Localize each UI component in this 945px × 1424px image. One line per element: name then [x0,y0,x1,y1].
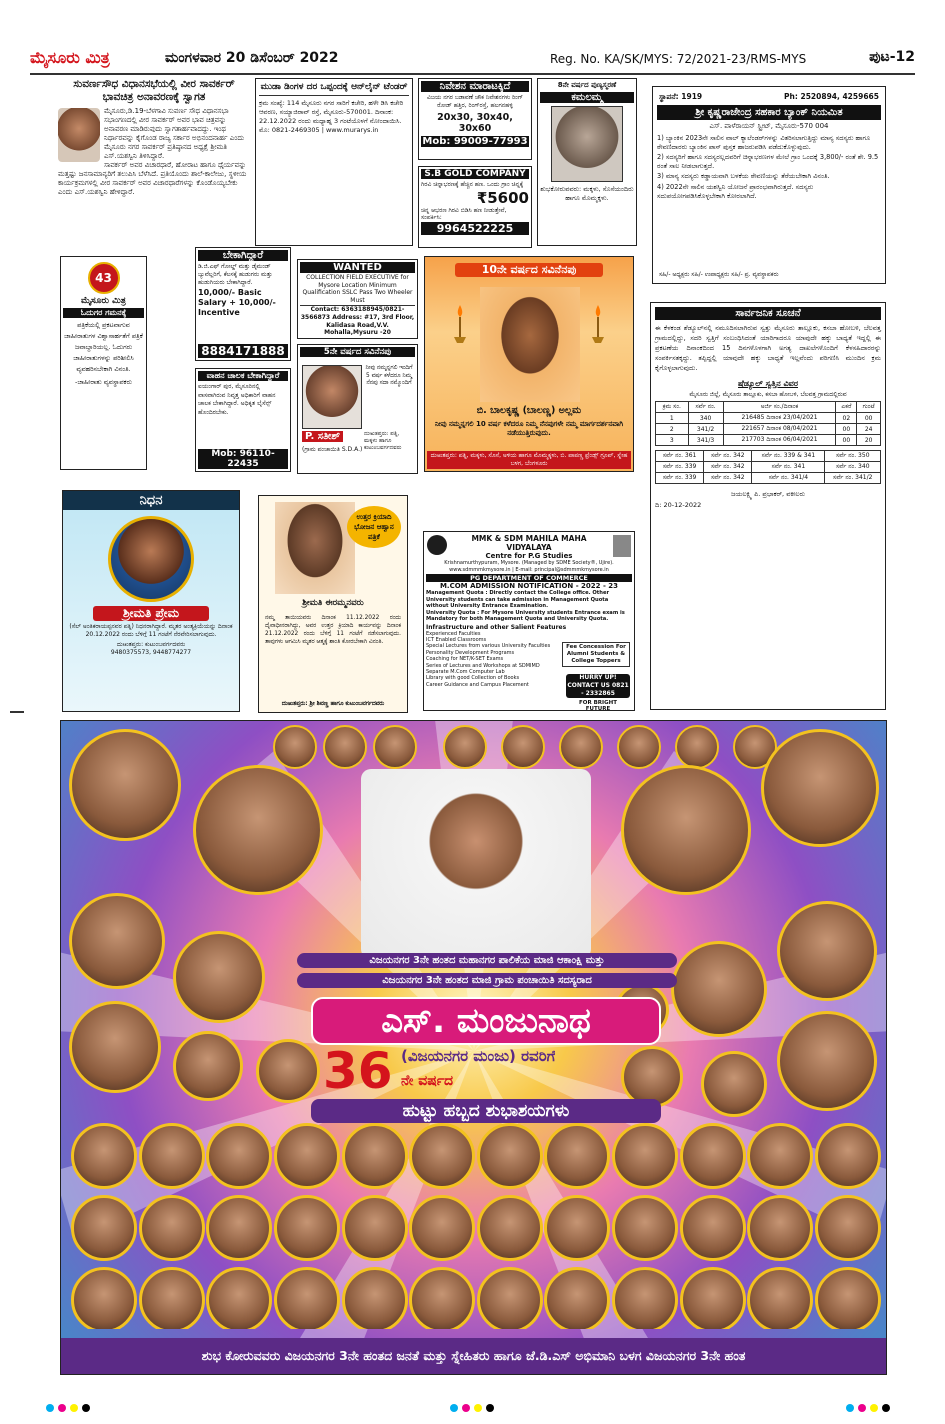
banner-footer: ಶುಭ ಕೋರುವವರು ವಿಜಯನಗರ 3ನೇ ಹಂತದ ಜನತೆ ಮತ್ತು ಸ್ನೇಹಿತರು ಹಾಗೂ ಜೆ.ಡಿ.ಎಸ್ ಅಭಿಮಾನಿ ಬಳಗ ವಿಜಯನಗರ 3ನೇ ಹಂತ [61,1338,886,1374]
list-item: Special Lectures from various University Faculties [426,643,551,650]
table-row [656,462,881,473]
ad-wanted-body: COLLECTION FIELD EXECUTIVE for Mysore Location Minimum Qualification SSLC Pass Two Wheeler Must [302,274,413,304]
supporter-photo [206,1195,272,1261]
supporter-photo [815,1195,881,1261]
ad-jewellery-jobs [195,247,291,361]
supporter-photo [544,1195,610,1261]
table-cell: ಸರ್ವೆ ನಂ. 361 [656,451,704,462]
page-number: ಪುಟ-12 [869,49,915,65]
notice-title: ಸಾರ್ವಜನಿಕ ಸೂಚನೆ [655,307,881,320]
ad-tender-body: ಕ್ರಮ ಸಂಖ್ಯೆ: 114 ಮೈಸೂರು ನಗರ ಸಾರಿಗೆ ಕಚೇರಿ, ಹಳೇ ಡಿಸಿ ಕಚೇರಿ ಆವರಣ, ಸಯ್ಯಾಜಿರಾವ್ ರಸ್ತೆ, ಮೈಸೂರು-570001. ದಿನಾಂಕ: 22.12.2022 ರಂದು ಮಧ್ಯಾಹ್ನ 3 ಗಂಟೆಯೊಳಗೆ ನೋಂದಾಯಿಸಿ. ಮೊ: 0821-2469305 | www.murarys.in [259,99,404,134]
supporter-photo [671,941,767,1037]
ad-kamalamma-title: 8ನೇ ವರ್ಷದ ಪುಣ್ಯಸ್ಮರಣೆ [557,81,617,89]
newspaper-logo: ಮೈಸೂರು ಮಿತ್ರ [30,48,110,67]
ad-satish-by: ದುಃಖತಪ್ತರು: ಪತ್ನಿ, ಮಕ್ಕಳು ಹಾಗೂ ಕುಟುಂಬವರ್ಗದವರು [364,431,402,451]
supporter-photo [342,1195,408,1261]
ad-gold-title: S.B GOLD COMPANY [421,169,529,179]
supporter-photo [612,1123,678,1189]
black-dot [882,1404,890,1412]
list-item: Series of Lectures and Workshops at SDMIMD [426,662,540,669]
supporter-photo [173,931,265,1023]
table-row [656,413,881,424]
ad-satish-name: P. ಸತೀಶ್ [302,431,343,442]
obituary-name: ಶ್ರೀಮತಿ ಪ್ರೇಮ [93,606,209,621]
college-quota-2: University Quota : For Mysore University students Entrance exam is Mandatory for both Management Quota and University Quota. [426,609,625,622]
table-cell: ಸರ್ವೆ ನಂ. 341/2 [825,473,881,484]
story-headline: ಸುವರ್ಣಸೌಧ ವಿಧಾನಸಭೆಯಲ್ಲಿ ವೀರ ಸಾವರ್ಕರ್ ಭಾವಚಿತ್ರ ಅನಾವರಣಕ್ಕೆ ಸ್ವಾಗತ [73,78,235,103]
ad-kamalamma [537,78,637,246]
table-cell: ಸರ್ವೆ ನಂ. 342 [704,462,752,473]
obituary-title: ನಿಧನ [63,491,239,510]
supporter-photo [139,1267,205,1329]
eramma-body: ನಮ್ಮ ತಾಯಿಯವರು ದಿನಾಂಕ 11.12.2022 ರಂದು ದೈವಾಧೀನರಾಗಿದ್ದು, ಅವರ ಉತ್ತರ ಕ್ರಿಯಾದಿ ಕಾರ್ಯವನ್ನು ದಿನಾಂಕ 21.12.2022 ರಂದು ಬೆಳಿಗ್ಗೆ 11 ಗಂಟೆಗೆ ನಡೆಸಲಾಗುವುದು. ತಾವುಗಳು ಆಗಮಿಸಿ ಮೃತರ ಆತ್ಮಕ್ಕೆ ಶಾಂತಿ ಕೋರಬೇಕಾಗಿ ವಿನಂತಿ. [265,615,401,645]
portrait-right [621,765,751,895]
ad-wanted-title: WANTED [300,262,415,273]
supporter-photo [342,1123,408,1189]
college-principal-photo [613,535,631,557]
college-contact: HURRY UP! CONTACT US 0821 - 2332865 [567,674,629,697]
leader-photo-4 [443,725,487,769]
ad-bank-point-4: 4) 2022ನೇ ಸಾಲಿನ ಯಶಸ್ವಿನಿ ಯೋಜನೆ ಪ್ರಾರಂಭವಾಗಿರುತ್ತದೆ. ಸದಸ್ಯರು ಸದುಪಯೋಗಪಡಿಸಿಕೊಳ್ಳಬೇಕಾಗಿ ಕೋರಲಾಗಿದೆ. [657,182,814,200]
oil-lamp-icon-right [591,305,605,345]
supporter-photo [701,1051,767,1117]
ad-jobs-body: ಡಿ.ಜಿ.ಎಫ್ ಗೋಲ್ಡ್ ಮತ್ತು ಡೈಮಂಡ್ ಜ್ಯುವೆಲ್ಲರಿಗೆ, ಕೆಲಸಕ್ಕೆ ಹುಡುಗರು ಮತ್ತು ಹುಡುಗಿಯರು ಬೇಕಾಗಿದ್ದಾರೆ. [198,263,273,286]
notice-schedule-table [655,401,881,446]
list-item: Library with good Collection of Books [426,675,520,682]
table-header: ಗುಂಟೆ [857,402,881,413]
table-header: ಎಕರೆ [836,402,857,413]
supporter-photo [71,1123,137,1189]
supporters-grid [71,1123,881,1329]
ad-nivesana-sizes: 20x30, 30x40, 30x60 [437,112,513,134]
supporter-photo [680,1267,746,1329]
portrait-center [361,769,591,959]
ad-jobs-salary: 10,000/- Basic Salary + 10,000/- Incentive [198,288,276,317]
masthead [30,40,915,72]
ad-remembrance-photo [480,287,580,402]
banner-wish: ಹುಟ್ಟು ಹಬ್ಬದ ಶುಭಾಶಯಗಳು [311,1099,661,1123]
ad-bank-estd: ಸ್ಥಾಪನೆ: 1919 [659,92,703,101]
supporter-photo [71,1195,137,1261]
supporter-photo [139,1123,205,1189]
yellow-dot [70,1404,78,1412]
banner-line-2: ವಿಜಯನಗರ 3ನೇ ಹಂತದ ಮಾಜಿ ಗ್ರಾಮ ಪಂಚಾಯಿತಿ ಸದಸ್ಯರಾದ [297,973,677,988]
list-item: Separate M.Com Computer Lab [426,668,505,675]
ad-nivesana [418,78,532,160]
ad-satish-role: (ಗ್ರಾಮ ಪಂಚಾಯಿತಿ S.D.A.) [302,446,363,453]
supporter-photo [477,1267,543,1329]
ad-jobs-title: ಬೇಕಾಗಿದ್ದಾರೆ [198,250,288,261]
ad-mitra-logo: ಮೈಸೂರು ಮಿತ್ರ [81,296,126,306]
table-header-row [656,402,881,413]
supporter-photo [544,1267,610,1329]
college-features-title: Infrastructure and other Salient Features [426,623,567,631]
notice-schedule-title: ಷೆಡ್ಯೂಲ್ ಸ್ವತ್ತಿನ ವಿವರ [738,379,798,388]
ad-remembrance-title: 10ನೇ ವರ್ಷದ ಸವಿನೆನಪು [455,263,603,277]
birthday-banner [60,720,887,1375]
table-cell: 217703 ದಿನಾಂಕ 06/04/2021 [723,435,836,446]
ad-kamalamma-photo [551,106,623,182]
table-cell: 221657 ದಿನಾಂಕ 08/04/2021 [723,424,836,435]
table-cell: ಸರ್ವೆ ನಂ. 339 [656,473,704,484]
ad-tender-title: ಮುಡಾ ಡಿಂಗಳ ದರ ಒಪ್ಪಂದಕ್ಕೆ ಆನ್‌ಲೈನ್ ಟೆಂಡರ್ [259,82,409,96]
cyan-dot [846,1404,854,1412]
table-header: ಕ್ರಮ ಸಂ. [656,402,689,413]
ad-college [423,531,635,711]
ad-nivesana-mobile: Mob: 99009-77993 [422,136,528,147]
supporter-photo [612,1267,678,1329]
leader-photo-3 [373,725,417,769]
table-cell: 00 [836,424,857,435]
obituary-photo [108,516,194,602]
masthead-rule [30,73,915,75]
eramma-photo [275,502,355,594]
ad-nivesana-body: ವಿಜಯ ನಗರ ಬಡಾವಣೆ ಚೌಕ ನಿವೇಶನಗಳು ರಿಂಗ್ ರೋಡ್ ಹತ್ತಿರ, ರಿಂಗ್‌ರಸ್ತೆ, ಹಲಗನಹಳ್ಳಿ [426,94,524,109]
college-title: MMK & SDM MAHILA MAHA VIDYALAYA [471,534,587,552]
ad-gold-note: ಚಿನ್ನ ಆಭರಣ ಗಿರವಿ ಬಿಡಿಸಿ ಹಣ ನೀಡುತ್ತೇವೆ, ಸಂಪರ್ಕಿಸಿ: [421,207,507,221]
list-item: ICT Enabled Classrooms [426,636,487,643]
notice-schedule-sub: ಮೈಸೂರು ಜಿಲ್ಲೆ, ಮೈಸೂರು ತಾಲ್ಲೂಕು, ಕಸಬಾ ಹೋಬಳಿ, ಬೆಲವತ್ತ ಗ್ರಾಮದಲ್ಲಿರುವ [689,391,847,398]
college-future: FOR BRIGHT FUTURE [579,700,617,711]
table-row [656,435,881,446]
banner-line-1: ವಿಜಯನಗರ 3ನೇ ಹಂತದ ಮಹಾನಗರ ಪಾಲಿಕೆಯ ಮಾಜಿ ಆಕಾಂಕ್ಷಿ ಮತ್ತು [297,953,677,968]
issue-date: ಮಂಗಳವಾರ 20 ಡಿಸೆಂಬರ್ 2022 [165,50,339,66]
ad-gold-body: ಗಿರವಿ ಚಿನ್ನಾಭರಣಕ್ಕೆ ಹೆಚ್ಚಿನ ಹಣ. ಒಂದು ಗ್ರಾಂ ಚಿನ್ನಕ್ಕೆ [421,181,524,188]
leader-photo-6 [559,725,603,769]
table-cell: ಸರ್ವೆ ನಂ. 339 [656,462,704,473]
supporter-photo [747,1195,813,1261]
story-body-2: ಸಾವರ್ಕರ್ ಅವರ ವಿಚಾರಧಾರೆ, ಹೋರಾಟ ಹಾಗೂ ಧೈರ್ಯವನ್ನು ಮತ್ತಷ್ಟು ಜನಸಾಮಾನ್ಯರಿಗೆ ತಲುಪಿಸಿ ಬೆಳೆಸಿದೆ. ಪ್ರತಿಯೊಂದು ಶಾಲೆ-ಕಾಲೇಜು, ಸ್ಥಳೀಯ ಕಾರ್ಯಕ್ರಮಗಳಲ್ಲಿ ವೀರ ಸಾವರ್ಕರ್ ಅವರ ವಿಚಾರಧಾರೆಗಳನ್ನು ಕೊಂಡೊಯ್ಯಬೇಕು ಎಂದು ಎಸ್.ಯಶಸ್ವಿನಿ ಹೇಳಿದ್ದಾರೆ. [58,161,247,196]
list-item: Experienced Faculties [426,630,481,637]
ad-obituary-prema [62,490,240,712]
ad-mitra-43 [60,256,147,470]
ad-driver-body: ಐಯಂಗಾರ್ ಪುರ, ಮೈಸೂರಿನಲ್ಲಿ ವಾಸವಾಗಿರುವ ನಿವೃತ್ತ ಅಧಿಕಾರಿಗೆ ವಾಹನ ಚಾಲಕ ಬೇಕಾಗಿದ್ದಾರೆ. ಅಧಿಕೃತ ಲೈಸೆನ್ಸ್ ಹೊಂದಿರಬೇಕು. [198,383,276,416]
oil-lamp-icon-left [453,305,467,345]
banner-year-suffix: ನೇ ವರ್ಷದ [401,1073,454,1089]
supporter-photo [206,1123,272,1189]
table-cell: 02 [836,413,857,424]
notice-date: ದಿ: 20-12-2022 [655,501,702,509]
ad-driver-title: ವಾಹನ ಚಾಲಕ ಬೇಕಾಗಿದ್ದಾರೆ [198,371,288,381]
portrait-top-right [761,729,879,847]
ad-bank-point-3: 3) ಮಾನ್ಯ ಸದಸ್ಯರು ಕಡ್ಡಾಯವಾಗಿ ಬಳಕೆಯ ಠೇವಣಿಯನ್ನು ತೆರೆಯಬೇಕಾಗಿ ವಿನಂತಿ. [657,172,830,181]
cyan-dot [46,1404,54,1412]
magenta-dot [58,1404,66,1412]
anniversary-badge [88,262,120,294]
notice-body: ಈ ಕೆಳಕಂಡ ಶೆಡ್ಯೂಲ್‌ನಲ್ಲಿ ನಮೂದಿಸಲಾಗಿರುವ ಸ್ವತ್ತು ಮೈಸೂರು ತಾಲ್ಲೂಕು, ಕಸಬಾ ಹೋಬಳಿ, ಬೆಲವತ್ತ ಗ್ರಾಮದಲ್ಲಿದ್ದು, ಸದರಿ ಸ್ವತ್ತಿಗೆ ಸಂಬಂಧಿಸಿದಂತೆ ಯಾರಿಗಾದರೂ ಯಾವುದೇ ಹಕ್ಕು ಬಾಧ್ಯತೆ ಇದ್ದಲ್ಲಿ ಈ ಪ್ರಕಟಣೆಯ ದಿನಾಂಕದಿಂದ 15 ದಿನಗಳೊಳಗಾಗಿ ಅಗತ್ಯ ದಾಖಲೆಗಳೊಂದಿಗೆ ಕೆಳಸಹಿದಾರರನ್ನು ಸಂಪರ್ಕಿಸತಕ್ಕದ್ದು. ತಪ್ಪಿದ್ದಲ್ಲಿ ಯಾವುದೇ ಹಕ್ಕು ಬಾಧ್ಯತೆ ಇಲ್ಲವೆಂದು ಪರಿಗಣಿಸಿ ಮುಂದಿನ ಕ್ರಮ ಕೈಗೊಳ್ಳಲಾಗುವುದು. [655,324,881,372]
college-logo-icon [427,535,447,555]
table-cell: 1 [656,413,689,424]
ad-jobs-phone: 8884171888 [198,344,288,358]
supporter-photo [342,1267,408,1329]
eramma-title: ಉತ್ತರ ಕ್ರಿಯಾದಿ ಭೋಜನ ಆಹ್ವಾನ ಪತ್ರಿಕೆ [347,506,401,548]
supporter-photo [477,1195,543,1261]
supporter-photo [777,1011,877,1111]
ad-mitra-body: ಪತ್ರಿಕೆಯಲ್ಲಿ ಪ್ರಕಟವಾಗುವ ಜಾಹೀರಾತುಗಳ ವಿಶ್ವಾಸಾರ್ಹತೆಗೆ ಪತ್ರಿಕೆ ಜವಾಬ್ದಾರಿಯಲ್ಲ. ಓದುಗರು ಜಾಹೀರಾತುಗಳನ್ನು ಪರಿಶೀಲಿಸಿ ವ್ಯವಹರಿಸಬೇಕಾಗಿ ವಿನಂತಿ. [64,321,143,373]
ad-kamalamma-name: ಕಮಲಮ್ಮ [540,92,634,103]
story-photo [58,108,100,162]
ad-eramma [258,495,408,713]
margin-mark [10,711,24,713]
ad-mitra-sign: -ಜಾಹೀರಾತು ವ್ಯವಸ್ಥಾಪಕರು [75,378,132,386]
table-cell: 00 [836,435,857,446]
banner-nick: (ವಿಜಯನಗರ ಮಂಜು) ರವರಿಗೆ [401,1047,556,1065]
list-item: Personality Development Programs [426,649,515,656]
ad-driver [195,368,291,472]
leader-photo-2 [323,725,367,769]
registration-number: Reg. No. KA/SK/MYS: 72/2021-23/RMS-MYS [550,52,807,66]
ad-wanted [297,259,418,339]
ad-nivesana-title: ನಿವೇಶನ ಮಾರಾಟಕ್ಕಿದೆ [421,81,529,92]
ad-gold-company [418,166,532,248]
eramma-name: ಶ್ರೀಮತಿ ಈರಮ್ಮನವರು [302,598,364,608]
college-subtitle: Centre for P.G Studies [485,552,573,560]
table-cell: 341/3 [688,435,723,446]
table-cell: ಸರ್ವೆ ನಂ. 341/4 [752,473,825,484]
table-cell: ಸರ್ವೆ ನಂ. 342 [704,473,752,484]
supporter-photo [409,1267,475,1329]
ad-mitra-sub: ಓದುಗರ ಗಮನಕ್ಕೆ [63,308,144,318]
supporter-row [71,1267,881,1329]
ad-satish [297,344,418,474]
supporter-photo [173,1031,243,1101]
table-cell: 341/2 [688,424,723,435]
ad-bank-address: ಎಸ್. ಪಾಳೆರಾಯನ್ ಸ್ಟ್ರೀಟ್, ಮೈಸೂರು-570 004 [709,122,829,130]
obituary-by: ದುಃಖತಪ್ತರು: ಕುಟುಂಬವರ್ಗದವರು [116,641,186,648]
ad-bank-signatures: ಸಹಿ/- ಅಧ್ಯಕ್ಷರು ಸಹಿ/- ಉಪಾಧ್ಯಕ್ಷರು ಸಹಿ/- ಪ್ರ. ವ್ಯವಸ್ಥಾಪಕರು [659,271,779,278]
table-header: ಸರ್ವೆ ನಂ. [688,402,723,413]
leader-photo-7 [617,725,661,769]
supporter-photo [815,1123,881,1189]
college-address: Krishnamurthypuram, Mysore. (Managed by SDME Society®, Ujire). www.sdmmmkmysore.in | E-mail: principal@sdmmmkmysore.in [444,560,614,573]
ad-satish-body: ನೀವು ನಮ್ಮನ್ನಗಲಿ ಇಂದಿಗೆ 5 ವರ್ಷ ಕಳೆದರೂ ನಿಮ್ಮ ನೆನಪು ಸದಾ ನಮ್ಮೊಂದಿಗೆ [365,365,413,387]
table-cell: 3 [656,435,689,446]
ad-gold-phone: 9964522225 [421,222,529,235]
supporter-photo [747,1267,813,1329]
obituary-phone: 9480375573, 9448774277 [110,649,192,656]
table-header: ಅರ್ಜಿ ಸಂ./ದಿನಾಂಕ [723,402,836,413]
yellow-dot [870,1404,878,1412]
ad-bank-point-2: 2) ಸದಸ್ಯರಿಗೆ ಹಾಗೂ ಸದಸ್ಯರಲ್ಲದವರಿಗೆ ಚಿನ್ನಾಭರಣಗಳ ಮೇಲೆ ಗ್ರಾಂ ಒಂದಕ್ಕೆ 3,800/- ರಂತೆ ಶೇ. 9.5 ರಂತೆ ಸಾಲ ನೀಡಲಾಗುತ್ತದೆ. [657,153,879,170]
supporter-photo [544,1123,610,1189]
ad-satish-photo [302,365,362,429]
banner-age: 36 [323,1043,393,1099]
college-features-list [426,631,562,689]
eramma-by: ದುಃಖತಪ್ತರು: ಶ್ರೀ ಶಿವಣ್ಣ ಹಾಗೂ ಕುಟುಂಬವರ್ಗದವರು [281,701,385,707]
college-dept: PG DEPARTMENT OF COMMERCE [426,574,632,582]
supporter-photo [680,1123,746,1189]
registration-marks-left [46,1404,106,1414]
ad-tender [255,78,413,246]
leader-photo-1 [273,725,317,769]
table-cell: ಸರ್ವೆ ನಂ. 342 [704,451,752,462]
supporter-row [71,1123,881,1189]
supporter-photo [206,1267,272,1329]
supporter-photo [477,1123,543,1189]
list-item: Career Guidance and Campus Placement [426,681,529,688]
ad-wanted-contact: Contact: 6363188945/0821-3566873 Address: #17, 3rd Floor, Kalidasa Road,V.V. Mohalla,Mysuru -20 [300,306,415,337]
black-dot [82,1404,90,1412]
notice-boundaries-table [655,450,881,484]
portrait-top-left [69,729,181,841]
supporter-photo [777,901,877,1001]
table-cell: 20 [857,435,881,446]
supporter-photo [409,1195,475,1261]
leader-photo-8 [675,725,719,769]
supporter-photo [680,1195,746,1261]
supporter-photo [69,1001,161,1093]
table-cell: 00 [857,413,881,424]
list-item: Coaching for NET/K-SET Exams [426,656,504,663]
ad-bank-phone: Ph: 2520894, 4259665 [784,92,879,101]
college-concession: Fee Concession For Alumni Students & College Toppers [562,642,630,667]
table-cell: ಸರ್ವೆ ನಂ. 340 [825,462,881,473]
banner-name: ಎಸ್. ಮಂಜುನಾಥ [311,997,661,1045]
supporter-photo [274,1195,340,1261]
ad-gold-price: ₹5600 [476,189,529,207]
registration-marks-center [450,1404,510,1414]
table-cell: ಸರ್ವೆ ನಂ. 350 [825,451,881,462]
supporter-photo [747,1123,813,1189]
supporter-photo [139,1195,205,1261]
supporter-photo [409,1123,475,1189]
ad-bank-point-1: 1) ಬ್ಯಾಂಕಿನ 2023ನೇ ಸಾಲಿನ ವಾಲ್ ಕ್ಯಾಲೆಂಡರ್‌ಗಳನ್ನು ವಿತರಿಸಲಾಗುತ್ತಿದ್ದು ಮಾನ್ಯ ಸದಸ್ಯರು ಹಾಗೂ ಠೇವಣಿದಾರರು ಬ್ಯಾಂಕಿನ ಪಾಸ್ ಪುಸ್ತಕ ಹಾಜರುಪಡಿಸಿ ಪಡೆದುಕೊಳ್ಳುವುದು. [657,134,871,151]
table-cell: 216485 ದಿನಾಂಕ 23/04/2021 [723,413,836,424]
story-body: ಮೈಸೂರು,ಡಿ.19-ಬೆಳಗಾವಿ ಸುವರ್ಣ ಸೌಧ ವಿಧಾನಸಭಾ ಸಭಾಂಗಣದಲ್ಲಿ ವೀರ ಸಾವರ್ಕರ್ ಅವರ ಭಾವ ಚಿತ್ರವನ್ನು ಅನಾವರಣ ಮಾಡಿರುವುದು ಸ್ವಾಗತಾರ್ಹವಾದದ್ದು. ಇಂಥ ನಿರ್ಧಾರವನ್ನು ಕೈಗೊಂಡ ರಾಜ್ಯ ಸರ್ಕಾರ ಅಭಿನಂದನಾರ್ಹ ಎಂದು ಮೈಸೂರು ನಗರ ಸಾವರ್ಕರ್ ಪ್ರತಿಷ್ಠಾನದ ಅಧ್ಯಕ್ಷೆ ಶ್ರೀಮತಿ ಎಸ್.ಯಶಸ್ವಿನಿ ತಿಳಿಸಿದ್ದಾರೆ. [104,107,245,160]
black-dot [486,1404,494,1412]
ad-bank-name: ಶ್ರೀ ಕೃಷ್ಣರಾಜೇಂದ್ರ ಸಹಕಾರ ಬ್ಯಾಂಕ್ ನಿಯಮಿತ [657,105,881,120]
magenta-dot [858,1404,866,1412]
ad-remembrance-name: ಬಿ. ಬಾಲಕೃಷ್ಣ (ಬಾಲಣ್ಣ) ಅಲ್ಲಮ [476,405,582,416]
anniversary-badge-number: 43 [95,271,112,285]
table-row [656,424,881,435]
ad-kamalamma-caption: ಶುಭಕೋರುವವರು: ಮಕ್ಕಳು, ಸೊಸೆಯಂದಿರು ಹಾಗೂ ಮೊಮ್ಮಕ್ಕಳು. [540,185,634,202]
table-cell: 340 [688,413,723,424]
college-admission: M.COM ADMISSION NOTIFICATION - 2022 - 23 [439,582,619,590]
obituary-body: (ಸೆಲ್ ಅಂತಿಕರಾಯಪ್ಪನವರ ಪತ್ನಿ) ನಿಧನರಾಗಿದ್ದಾರೆ. ಮೃತರ ಅಂತ್ಯಕ್ರಿಯೆಯನ್ನು ದಿನಾಂಕ 20.12.2022 ರಂದು ಬೆಳಿಗ್ಗೆ 11 ಗಂಟೆಗೆ ನೆರವೇರಿಸಲಾಗುವುದು. [69,623,233,638]
supporter-photo [69,893,165,989]
table-cell: ಸರ್ವೆ ನಂ. 341 [752,462,825,473]
notice-signature: ಜಯಲಕ್ಷ್ಮಿ ಪಿ. ಪ್ರಭಾಕರ್, ವಕೀಲರು [730,490,805,498]
ad-driver-phone: Mob: 96110-22435 [198,449,288,469]
news-story-savarkar [58,78,250,248]
ad-remembrance-quote: ನೀವು ನಮ್ಮನ್ನಗಲಿ 10 ವರ್ಷ ಕಳೆದರೂ ನಿಮ್ಮ ನೆನಪುಗಳೇ ನಮ್ಮ ಮಾರ್ಗದರ್ಶನವಾಗಿ ನಡೆಯುತ್ತಿರುವುದು. [434,420,624,437]
leader-photo-5 [501,725,545,769]
table-cell: 2 [656,424,689,435]
supporter-photo [612,1195,678,1261]
ad-bank [652,86,886,284]
yellow-dot [474,1404,482,1412]
table-row [656,451,881,462]
table-cell: ಸರ್ವೆ ನಂ. 339 & 341 [752,451,825,462]
college-quota-1: Management Quota : Directly contact the College office. Other University students can take admission in Management Quota without University Entrance Examination. [426,590,610,609]
table-cell: 24 [857,424,881,435]
portrait-left [193,765,323,895]
supporter-photo [274,1267,340,1329]
registration-marks-right [846,1404,906,1414]
supporter-photo [71,1267,137,1329]
table-row [656,473,881,484]
ad-satish-title: 5ನೇ ವರ್ಷದ ಸವಿನೆನಪು [300,347,415,357]
cyan-dot [450,1404,458,1412]
ad-remembrance-10yr [424,256,634,472]
supporter-photo [274,1123,340,1189]
supporter-row [71,1195,881,1261]
magenta-dot [462,1404,470,1412]
supporter-photo [256,1039,320,1103]
ad-remembrance-by: ದುಃಖತಪ್ತರು: ಪತ್ನಿ, ಮಕ್ಕಳು, ಸೊಸೆ, ಅಳಿಯ ಹಾಗೂ ಮೊಮ್ಮಕ್ಕಳು, ಬಿ. ಪಾಪಣ್ಣ ಫ್ರೆಂಡ್ಸ್ ಗ್ರೂಪ್, ಸ್ನೇಹ ಬಳಗ, ಬೆಂಗಳೂರು [427,451,631,469]
supporter-photo [815,1267,881,1329]
ad-public-notice [650,302,886,710]
